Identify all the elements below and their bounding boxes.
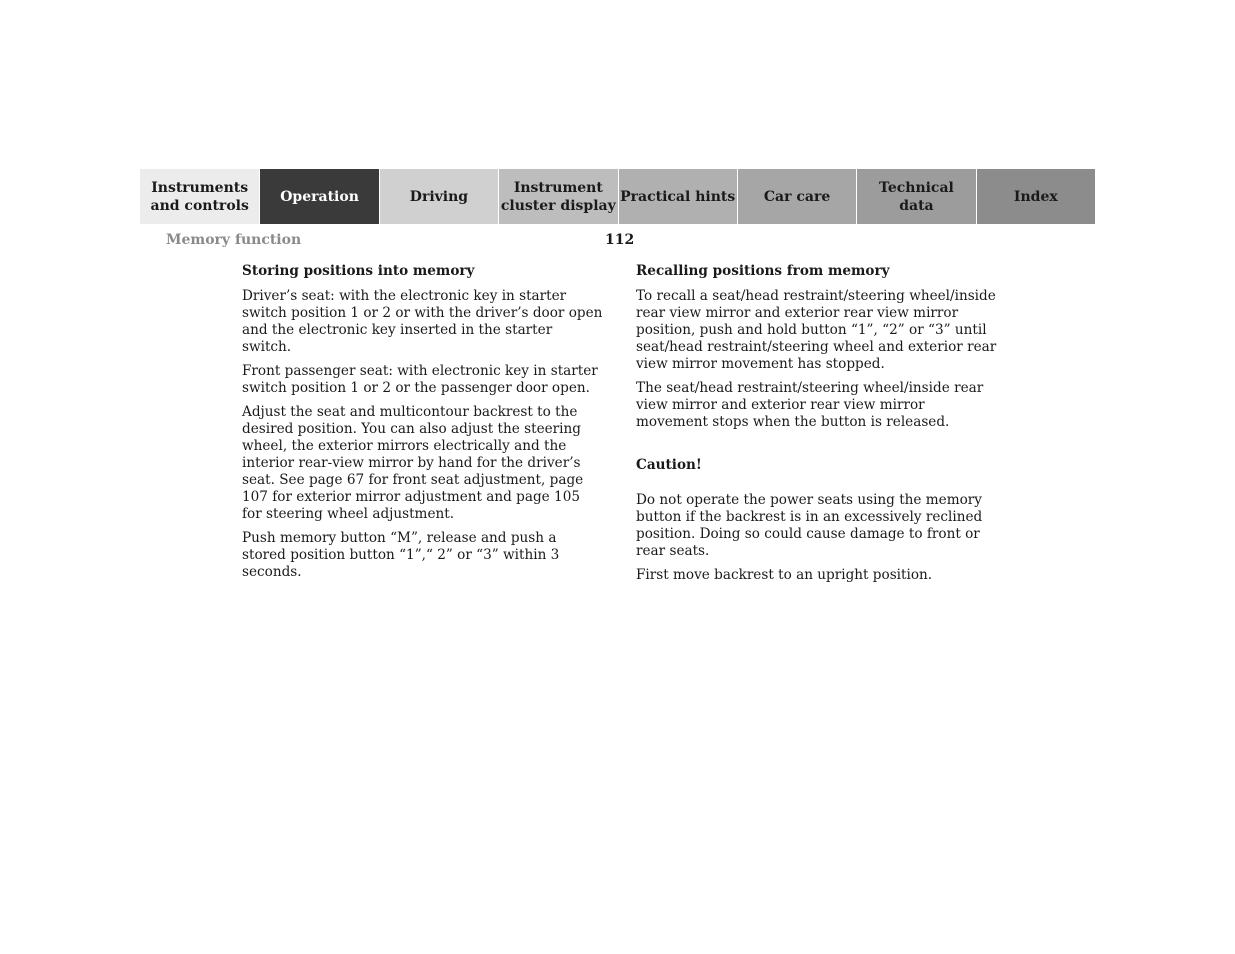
- paragraph: Adjust the seat and multicontour backrest to the desired position. You can also adjust the steering wheel, the exterior mirrors electrically and the interior rear-view mirror by hand for the driver’s seat. See page 67 for front seat adjustment, page 107 for exterior mirror adjustment and page 105 for steering wheel adjustment.: [242, 404, 584, 522]
- paragraph: Front passenger seat: with electronic key in starter switch position 1 or 2 or the passenger door open.: [242, 363, 598, 396]
- caution-paragraph: First move backrest to an upright position.: [636, 567, 933, 583]
- tab-label: Car care: [763, 188, 831, 205]
- tab-car-care[interactable]: [737, 169, 856, 224]
- tab-operation[interactable]: [259, 169, 378, 224]
- paragraph: Push memory button “M”, release and push a stored position button “1”,“ 2” or “3” within 3 seconds.: [242, 530, 560, 580]
- caution-heading: Caution!: [636, 457, 702, 473]
- tab-index[interactable]: [976, 169, 1095, 224]
- tab-label: Index: [1013, 188, 1058, 205]
- tab-label: Technical data: [879, 179, 954, 214]
- caution-paragraph: Do not operate the power seats using the memory button if the backrest is in an excessively reclined position. Doing so could cause damage to front or rear seats.: [636, 492, 983, 559]
- page-number: 112: [605, 232, 635, 248]
- tab-driving[interactable]: [379, 169, 498, 224]
- recalling-heading: Recalling positions from memory: [636, 263, 890, 279]
- paragraph: To recall a seat/head restraint/steering wheel/inside rear view mirror and exterior rear view mirror position, push and hold button “1”, “2” or “3” until seat/head restraint/steering wheel and exterior rear view mirror movement has stopped.: [636, 288, 997, 372]
- paragraph: Driver’s seat: with the electronic key in starter switch position 1 or 2 or with the driver’s door open and the electronic key inserted in the starter switch.: [242, 288, 603, 355]
- tab-instrument-cluster-display[interactable]: [498, 169, 617, 224]
- tab-practical-hints[interactable]: [618, 169, 737, 224]
- tab-technical-data[interactable]: [856, 169, 975, 224]
- tab-label: Instrument cluster display: [500, 179, 616, 214]
- recalling-positions-column: [636, 263, 998, 591]
- tab-label: Operation: [280, 188, 359, 205]
- section-title: Memory function: [166, 232, 302, 248]
- tab-label: Practical hints: [620, 188, 736, 205]
- tab-instruments-and-controls[interactable]: [140, 169, 259, 224]
- storing-heading: Storing positions into memory: [242, 263, 475, 279]
- storing-positions-column: [242, 263, 604, 588]
- tab-label: Instruments and controls: [150, 179, 249, 214]
- section-tab-bar: [140, 169, 1095, 224]
- paragraph: The seat/head restraint/steering wheel/inside rear view mirror and exterior rear view mirror movement stops when the button is released.: [636, 380, 984, 430]
- tab-label: Driving: [409, 188, 469, 205]
